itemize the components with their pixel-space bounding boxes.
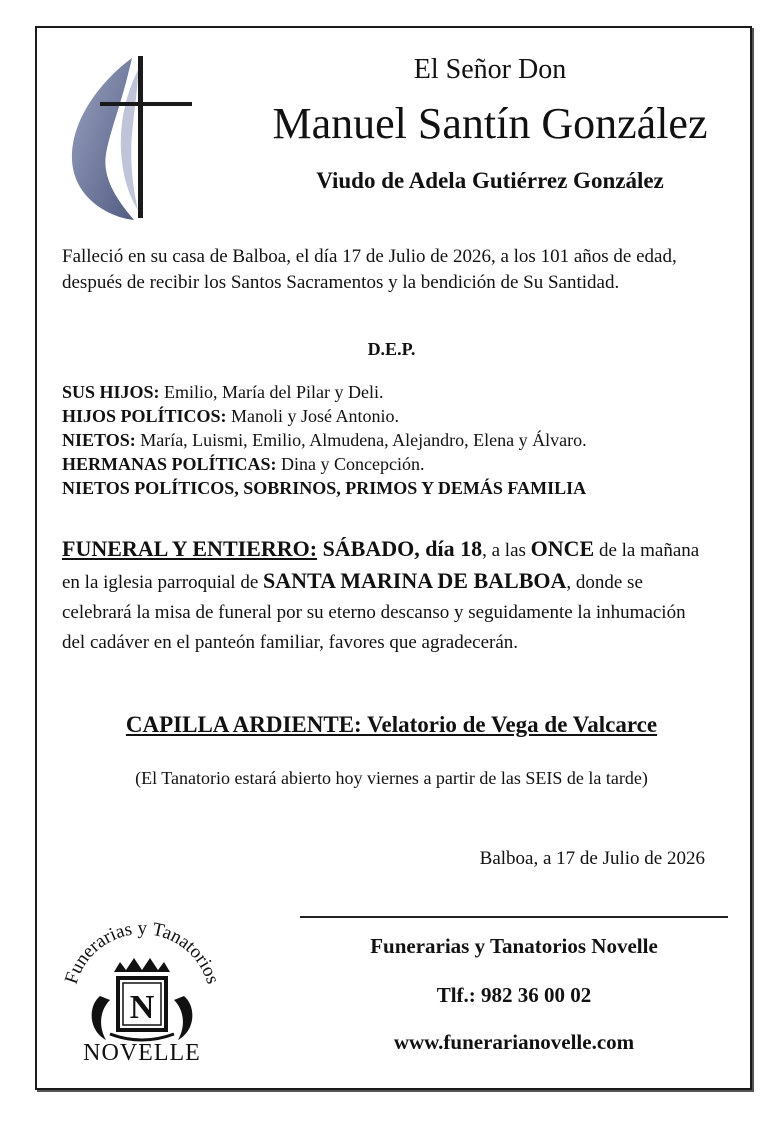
funeral-text: , a las — [482, 540, 531, 561]
family-label: SUS HIJOS: — [62, 382, 160, 402]
cross-flame-icon — [62, 50, 202, 225]
family-row — [62, 476, 722, 500]
funeral-day: SÁBADO, día 18 — [317, 536, 483, 561]
funeral-text: de la mañana en la iglesia parroquial de — [62, 540, 700, 593]
company-website: www.funerarianovelle.com — [393, 1030, 635, 1054]
family-value: María, Luismi, Emilio, Almudena, Alejandro, Elena y Álvaro. — [135, 430, 587, 450]
logo-initial: N — [129, 989, 155, 1026]
family-label: HERMANAS POLÍTICAS: — [62, 454, 277, 474]
logo-arc-text: Funerarias y Tanatorios — [60, 917, 224, 987]
family-row — [62, 428, 722, 452]
dateline: Balboa, a 17 de Julio de 2026 — [479, 848, 705, 869]
company-name: Funerarias y Tanatorios Novelle — [370, 934, 658, 958]
tanatorio-note: (El Tanatorio estará abierto hoy viernes a partir de las SEIS de la tarde) — [135, 768, 648, 788]
family-row — [62, 404, 722, 428]
funeral-paragraph — [62, 534, 712, 658]
family-value: Manoli y José Antonio. — [226, 406, 400, 426]
church-name: SANTA MARINA DE BALBOA — [263, 568, 567, 593]
family-row — [62, 380, 722, 404]
page-title: El Señor Don — [413, 54, 567, 85]
family-value: Dina y Concepción. — [276, 454, 425, 474]
logo-wordmark: NOVELLE — [83, 1040, 201, 1066]
family-label: HIJOS POLÍTICOS: — [62, 406, 227, 426]
family-list — [62, 380, 722, 500]
dep-line: D.E.P. — [367, 339, 416, 359]
funeral-hour: ONCE — [530, 536, 595, 561]
family-label: NIETOS: — [62, 430, 136, 450]
family-value: Emilio, María del Pilar y Deli. — [159, 382, 384, 402]
capilla-heading: CAPILLA ARDIENTE: Velatorio de Vega de Valcarce — [125, 712, 658, 737]
deceased-name: Manuel Santín González — [272, 99, 708, 148]
family-row — [62, 452, 722, 476]
funeral-text: , donde se celebrará la misa de funeral por su eterno descanso y seguidamente la inhumación del cadáver en el panteón familiar, favores que agradecerán. — [62, 572, 686, 653]
funeral-label: FUNERAL Y ENTIERRO: — [62, 536, 318, 561]
divider — [300, 916, 728, 918]
company-phone: Tlf.: 982 36 00 02 — [436, 983, 592, 1007]
announcement-text: Falleció en su casa de Balboa, el día 17 de Julio de 2026, a los 101 años de edad, después de recibir los Santos Sacramentos y la bendición de Su Santidad. — [62, 246, 677, 293]
family-label: NIETOS POLÍTICOS, SOBRINOS, PRIMOS Y DEMÁS FAMILIA — [62, 478, 587, 498]
widow-line: Viudo de Adela Gutiérrez González — [316, 168, 664, 193]
